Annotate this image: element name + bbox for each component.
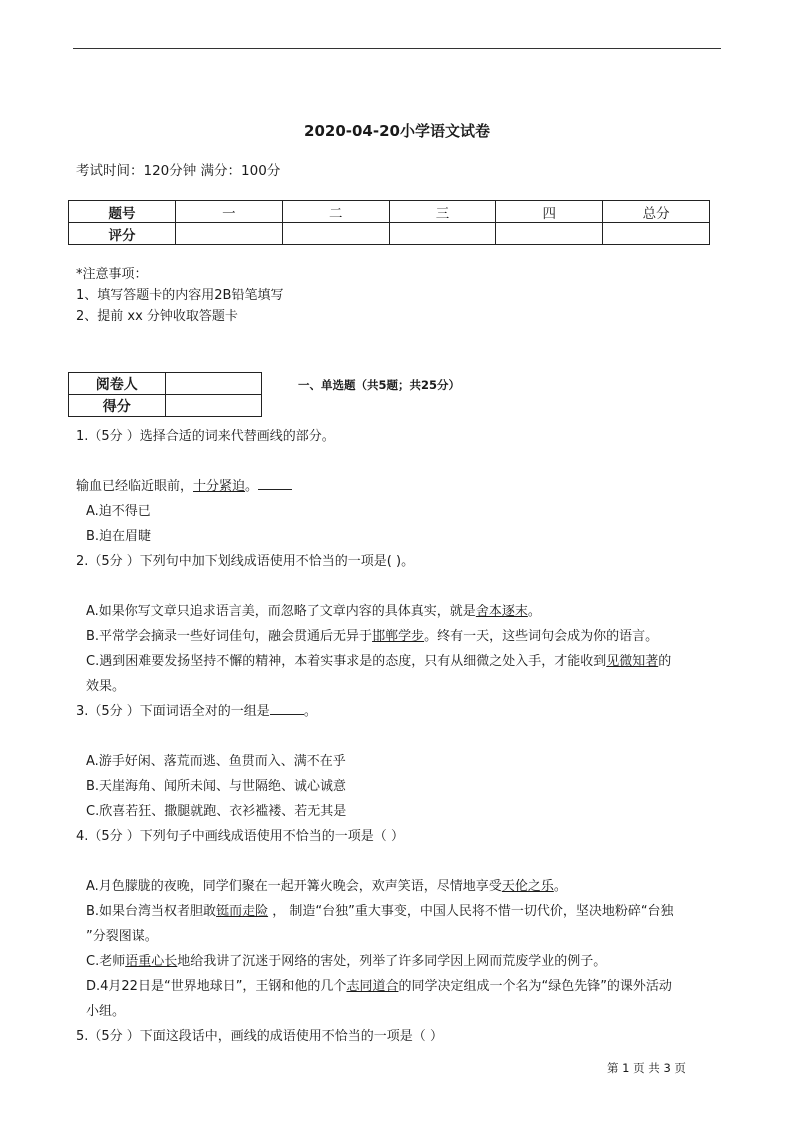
q1-option-a: A.迫不得已 — [86, 504, 151, 519]
q4-option-b — [86, 900, 674, 919]
q1-sentence — [76, 475, 292, 494]
notes — [76, 264, 283, 327]
grader-score-cell — [165, 395, 262, 417]
score-cell — [603, 223, 710, 245]
q4-b-end: ， 制造“台独”重大事变，中国人民将不惜一切代价，坚决地粉碎“台独 — [268, 904, 674, 919]
q2-c-underlined: 见微知著 — [606, 654, 659, 669]
score-cell — [282, 223, 389, 245]
q4-option-c — [86, 950, 606, 969]
q1-sentence-end: 。 — [245, 479, 259, 494]
q4-option-d-line2: 小组。 — [86, 1004, 126, 1019]
q4-d-underlined: 志同道合 — [346, 979, 399, 994]
q1-sentence-text: 输血已经临近眼前， — [76, 479, 194, 494]
q3-stem-end: 。 — [303, 704, 317, 719]
q4-a-text: A.月色朦胧的夜晚，同学们聚在一起开篝火晚会，欢声笑语，尽情地享受 — [86, 879, 502, 894]
score-table-header: 总分 — [603, 201, 710, 223]
score-table-header: 题号 — [69, 201, 176, 223]
score-table — [68, 200, 710, 245]
score-table-row — [69, 223, 710, 245]
q2-b-text: B.平常学会摘录一些好词佳句，融会贯通后无异于 — [86, 629, 373, 644]
q4-a-end: 。 — [553, 879, 567, 894]
note-item: 1、填写答题卡的内容用2B铅笔填写 — [76, 288, 284, 303]
q3-option-a: A.游手好闲、落荒而逃、鱼贯而入、满不在乎 — [86, 754, 346, 769]
q1-stem: 1.（5分 ）选择合适的词来代替画线的部分。 — [76, 429, 335, 444]
q2-b-end: 。终有一天，这些词句会成为你的语言。 — [424, 629, 659, 644]
q3-option-b: B.天崖海角、闻所未闻、与世隔绝、诚心诚意 — [86, 779, 347, 794]
q2-b-underlined: 邯郸学步 — [372, 629, 425, 644]
score-cell — [389, 223, 496, 245]
q4-c-text: C.老师 — [86, 954, 126, 969]
q4-b-text: B.如果台湾当权者胆敢 — [86, 904, 217, 919]
score-cell — [176, 223, 283, 245]
notes-heading: *注意事项： — [76, 267, 148, 282]
grader-score-label: 得分 — [69, 395, 166, 417]
q3-option-c: C.欣喜若狂、撒腿就跑、衣衫褴褛、若无其是 — [86, 804, 347, 819]
score-table-header: 三 — [389, 201, 496, 223]
q4-a-underlined: 天伦之乐 — [501, 879, 554, 894]
q1-answer-blank — [258, 477, 292, 490]
q2-a-end: 。 — [527, 604, 541, 619]
q2-option-a — [86, 600, 541, 619]
q2-option-b — [86, 625, 658, 644]
header-rule — [73, 48, 721, 49]
exam-meta: 考试时间：120分钟 满分：100分 — [76, 163, 281, 179]
score-table-header: 四 — [496, 201, 603, 223]
q4-c-underlined: 语重心长 — [125, 954, 178, 969]
grader-cell — [165, 373, 262, 395]
q4-c-end: 地给我讲了沉迷于网络的害处，列举了许多同学因上网而荒废学业的例子。 — [177, 954, 607, 969]
q4-d-end: 的同学决定组成一个名为“绿色先锋”的课外活动 — [398, 979, 672, 994]
score-cell — [496, 223, 603, 245]
score-table-header-row — [69, 201, 710, 223]
q4-option-a — [86, 875, 567, 894]
q2-c-text: C.遇到困难要发扬坚持不懈的精神，本着实事求是的态度，只有从细微之处入手，才能收到 — [86, 654, 607, 669]
score-table-header: 一 — [176, 201, 283, 223]
q4-d-text: D.4月22日是“世界地球日”，王钢和他的几个 — [86, 979, 347, 994]
q2-a-underlined: 舍本逐末 — [475, 604, 528, 619]
q3-answer-blank — [270, 702, 304, 715]
score-table-header: 二 — [282, 201, 389, 223]
grader-label: 阅卷人 — [69, 373, 166, 395]
q3-stem — [76, 700, 317, 719]
q2-c-end: 的 — [658, 654, 672, 669]
q3-stem-text: 3.（5分 ）下面词语全对的一组是 — [76, 704, 270, 719]
q4-b-underlined: 铤而走险 — [216, 904, 269, 919]
q2-stem: 2.（5分 ）下列句中加下划线成语使用不恰当的一项是( )。 — [76, 554, 415, 569]
page-number: 第 1 页 共 3 页 — [607, 1061, 686, 1075]
section-title: 一、单选题（共5题；共25分） — [298, 378, 461, 392]
q2-option-c — [86, 650, 671, 669]
q1-underlined: 十分紧迫 — [193, 479, 246, 494]
q4-option-b-line2: ”分裂图谋。 — [86, 929, 158, 944]
score-row-label: 评分 — [69, 223, 176, 245]
q1-option-b: B.迫在眉睫 — [86, 529, 152, 544]
q2-option-c-line2: 效果。 — [86, 679, 126, 694]
note-item: 2、提前 xx 分钟收取答题卡 — [76, 309, 238, 324]
page-title: 2020-04-20小学语文试卷 — [304, 122, 490, 140]
q5-stem: 5.（5分 ）下面这段话中，画线的成语使用不恰当的一项是（ ） — [76, 1029, 443, 1044]
q4-stem: 4.（5分 ）下列句子中画线成语使用不恰当的一项是（ ） — [76, 829, 404, 844]
grader-table — [68, 372, 262, 417]
q2-a-text: A.如果你写文章只追求语言美，而忽略了文章内容的具体真实，就是 — [86, 604, 476, 619]
q4-option-d — [86, 975, 672, 994]
